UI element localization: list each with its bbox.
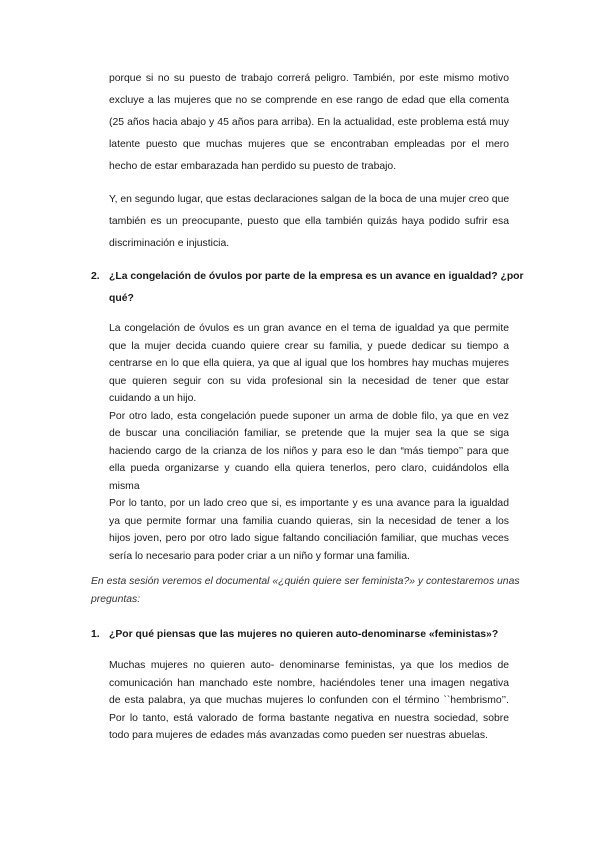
text-line: que la mujer decida cuando quiere crear su familia, y puede dedicar su tiempo a [109,340,509,352]
text-line: de esta palabra, ya que muchas mujeres lo confunden con el término ``hembrismo’’. [109,695,509,706]
paragraph-pregnancy-discrimination [109,68,509,178]
question-line: qué? [109,293,134,304]
text-line: Muchas mujeres no quieren auto- denominarse feministas, ya que los medios de [109,660,509,671]
text-line: porque si no su puesto de trabajo correrá peligro. También, por este mismo motivo [109,73,509,84]
text-line: Por otro lado, esta congelación puede suponer un arma de doble filo, ya que en vez [109,410,509,422]
text-line: ella pueda organizarse y cuando ella quiera tenerlos, pero claro, cuidándolos ella [109,463,509,474]
question-number: 2. [91,271,100,282]
text-line: La congelación de óvulos es un gran avance en el tema de igualdad ya que permite [109,323,509,334]
text-line: centrarse en lo que ella quiera, ya que al igual que los hombres hay muchas mujeres [109,358,509,369]
text-line: todo para mujeres de edades más avanzadas como pueden ser nuestras abuelas. [109,730,488,741]
text-line: que quieren seguir con su vida profesional sin la necesidad de tener que estar [109,375,509,387]
text-line: excluye a las mujeres que no se comprende en ese rango de edad que ella comenta [109,95,509,106]
intro-line: preguntas: [91,593,141,605]
text-line: Y, en segundo lugar, que estas declaraciones salgan de la boca de una mujer creo que [109,194,510,205]
text-line: también es un preocupante, puesto que ella también quizás haya podido sufrir esa [109,216,509,227]
text-line: cuidando a un hijo. [109,393,197,404]
text-line: haciendo cargo de la crianza de los niños y para eso le dan “más tiempo’’ para que [109,445,509,457]
question-feminist-label [109,624,509,646]
question-line: ¿Por qué piensas que las mujeres no quieren auto-denominarse «feministas»? [109,629,499,640]
text-line: discriminación e injusticia. [109,238,230,249]
intro-line: En esta sesión veremos el documental «¿quién quiere ser feminista?» y contestaremos unas [91,576,520,587]
answer-feminist-label [109,657,509,745]
text-line: de buscar una conciliación familiar, se pretende que la mujer sea la que se siga [109,428,509,439]
text-line: sería lo necesario para poder criar a un niño y formar una familia. [109,550,410,562]
text-line: ya que permite formar una familia cuando quieras, sin la necesidad de tener a los [109,515,509,527]
text-line: latente puesto que muchas mujeres que se encontraban empleadas por el mero [109,139,509,150]
question-number: 1. [91,629,100,640]
text-line: comunicación han manchado este nombre, haciéndoles tener una imagen negativa [109,677,509,689]
text-line: misma [109,480,140,492]
session-intro [91,573,520,608]
text-line: Por lo tanto, está valorado de forma bastante negativa en nuestra sociedad, sobre [109,712,509,724]
question-line: ¿La congelación de óvulos por parte de la empresa es un avance en igualdad? ¿por [109,271,524,282]
text-line: Por lo tanto, por un lado creo que si, es importante y es una avance para la igualdad [109,498,509,509]
text-line: hecho de estar embarazada han perdido su puesto de trabajo. [109,161,397,172]
question-egg-freezing [109,266,524,310]
paragraph-second-point [109,189,509,255]
text-line: hijos joven, pero por otro lado sigue faltando conciliación familiar, que muchas veces [109,533,509,544]
answer-egg-freezing [109,320,509,565]
text-line: (25 años hacia abajo y 45 años para arriba). En la actualidad, este problema está muy [109,117,509,128]
